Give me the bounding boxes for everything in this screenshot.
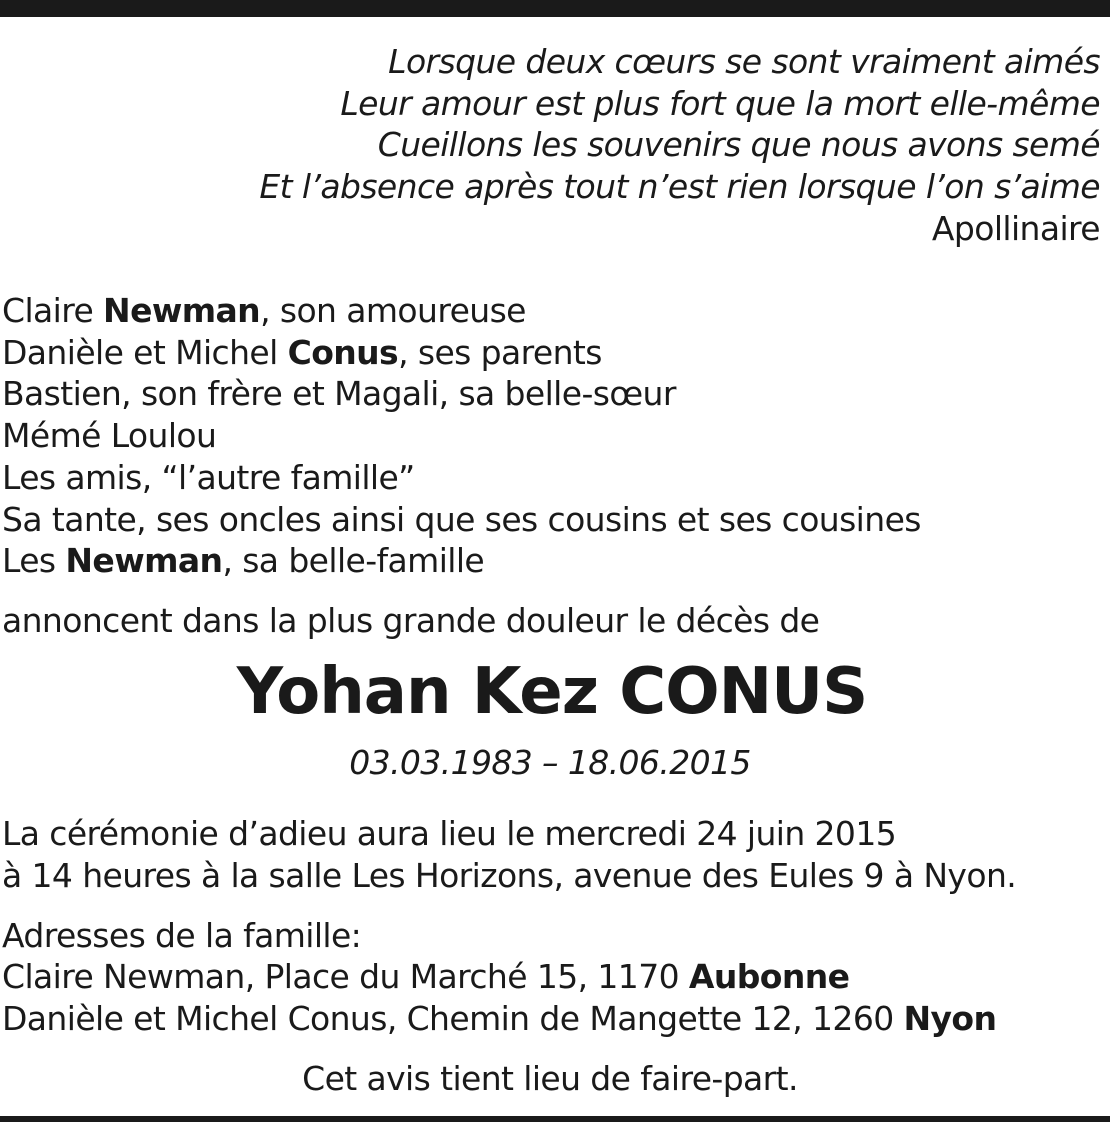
address-city: Aubonne (688, 957, 850, 996)
family-line-3 (2, 373, 676, 415)
bottom-border-rule (0, 1116, 1110, 1122)
family-surname: Conus (287, 333, 399, 372)
family-line-text: Les (2, 541, 66, 580)
deceased-name: Yohan Kez CONUS (236, 655, 868, 729)
family-line-4 (2, 415, 216, 457)
address-entry-2 (2, 998, 996, 1040)
poem-line-1: Lorsque deux cœurs se sont vraiment aimés (388, 42, 1100, 81)
family-line-text: Mémé Loulou (2, 416, 217, 455)
family-surname: Newman (103, 291, 261, 330)
deceased-dates: 03.03.1983 – 18.06.2015 (349, 743, 751, 782)
ceremony-line-1: La cérémonie d’adieu aura lieu le mercredi 24 juin 2015 (2, 814, 897, 853)
addresses-heading: Adresses de la famille: (2, 916, 362, 955)
family-line-7 (2, 540, 484, 582)
top-border-rule (0, 0, 1110, 17)
family-line-5 (2, 457, 415, 499)
poem-author: Apollinaire (931, 209, 1100, 248)
address-city: Nyon (903, 999, 997, 1038)
poem-line-3: Cueillons les souvenirs que nous avons semé (377, 125, 1100, 164)
family-line-text: Danièle et Michel (2, 333, 288, 372)
poem-line-4: Et l’absence après tout n’est rien lorsque l’on s’aime (259, 167, 1100, 206)
family-line-text: Claire (2, 291, 104, 330)
address-text: Claire Newman, Place du Marché 15, 1170 (2, 957, 689, 996)
address-entry-1 (2, 956, 849, 998)
family-line-text: Sa tante, ses oncles ainsi que ses cousins et ses cousines (2, 500, 921, 539)
family-line-text: , ses parents (398, 333, 602, 372)
closing-text: Cet avis tient lieu de faire-part. (302, 1059, 798, 1098)
family-line-text: Bastien, son frère et Magali, sa belle-sœur (2, 374, 676, 413)
family-line-2 (2, 332, 602, 374)
family-line-6 (2, 499, 921, 541)
address-text: Danièle et Michel Conus, Chemin de Mangette 12, 1260 (2, 999, 904, 1038)
poem-line-2: Leur amour est plus fort que la mort elle-même (340, 84, 1100, 123)
announcement-text: annoncent dans la plus grande douleur le décès de (2, 601, 820, 640)
family-line-text: , sa belle-famille (222, 541, 485, 580)
family-line-1 (2, 290, 526, 332)
family-line-text: Les amis, “l’autre famille” (2, 458, 415, 497)
family-surname: Newman (65, 541, 223, 580)
ceremony-line-2: à 14 heures à la salle Les Horizons, avenue des Eules 9 à Nyon. (2, 856, 1017, 895)
family-line-text: , son amoureuse (260, 291, 526, 330)
